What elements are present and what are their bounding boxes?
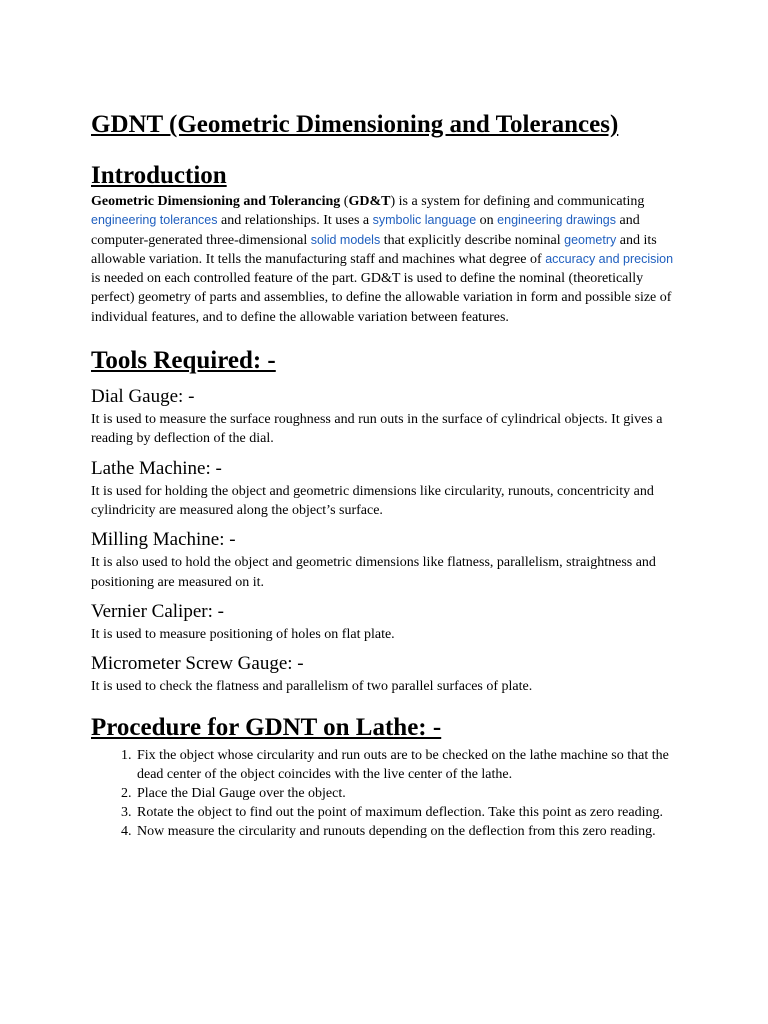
procedure-step: 3. Rotate the object to find out the point of maximum deflection. Take this point as zero reading. [135, 803, 681, 822]
intro-text-3: on [476, 213, 498, 229]
tool-description: It is also used to hold the object and geometric dimensions like flatness, parallelism, straightness and positioning are measured on it. [91, 555, 656, 590]
tool-description: It is used to check the flatness and parallelism of two parallel surfaces of plate. [91, 679, 533, 695]
link-solid-models[interactable]: solid models [310, 232, 381, 247]
procedure-step: 4. Now measure the circularity and runouts depending on the deflection from this zero reading. [135, 822, 681, 841]
tool-lathe-machine [91, 457, 681, 521]
link-engineering-drawings[interactable]: engineering drawings [497, 213, 617, 228]
procedure-step: 2. Place the Dial Gauge over the object. [135, 784, 681, 803]
tool-micrometer-screw-gauge [91, 652, 681, 696]
procedure-steps [91, 746, 681, 841]
tools-heading: Tools Required: - [91, 347, 276, 375]
intro-text-6: and its allowable variation. It tells the manufacturing staff and machines what degree of [91, 232, 657, 267]
tool-name: Dial Gauge: - [91, 386, 195, 408]
intro-text-5: that explicitly describe nominal [380, 232, 565, 248]
introduction-paragraph: Geometric Dimensioning and Tolerancing (GD&T) is a system for defining and communicating engineering tolerances and relationships. It uses a symbolic language on engineering drawings and computer-generated three-dimensional solid models that explicitly describe nominal geometry and its allowable variation. It tells the manufacturing staff and machines what degree of accuracy and precision is needed on each controlled feature of the part. GD&T is used to define the nominal (theoretically perfect) geometry of parts and assemblies, to define the allowable variation in form and possible size of individual features, and to define the allowable variation between features. [91, 194, 674, 325]
tool-vernier-caliper [91, 600, 681, 644]
link-accuracy-and-precision[interactable]: accuracy and precision [545, 251, 674, 266]
tool-dial-gauge [91, 385, 681, 449]
intro-text-1: is a system for defining and communicating [395, 194, 645, 209]
tool-milling-machine [91, 528, 681, 592]
intro-text-4: and computer-generated three-dimensional [91, 213, 640, 248]
introduction-heading: Introduction [91, 162, 227, 189]
link-geometry[interactable]: geometry [564, 232, 617, 247]
tool-name: Micrometer Screw Gauge: - [91, 653, 304, 675]
tool-name: Vernier Caliper: - [91, 600, 224, 622]
tool-description: It is used to measure positioning of holes on flat plate. [91, 626, 395, 642]
tool-name: Milling Machine: - [91, 529, 236, 551]
link-symbolic-language[interactable]: symbolic language [372, 213, 477, 228]
tool-description: It is used to measure the surface roughness and run outs in the surface of cylindrical objects. It gives a reading by deflection of the dial. [91, 412, 663, 447]
intro-text-7: is needed on each controlled feature of the part. GD&T is used to define the nominal (theoretically perfect) geometry of parts and assemblies, to define the allowable variation in form and possible size of individual features, and to define the allowable variation between features. [91, 271, 672, 325]
document-body [91, 108, 681, 841]
tool-description: It is used for holding the object and geometric dimensions like circularity, runouts, concentricity and cylindricity are measured along the object’s surface. [91, 483, 654, 518]
intro-text-2: and relationships. It uses a [217, 213, 373, 229]
procedure-step: 1. Fix the object whose circularity and run outs are to be checked on the lathe machine so that the dead center of the object coincides with the live center of the lathe. [135, 746, 681, 784]
link-engineering-tolerances[interactable]: engineering tolerances [91, 213, 218, 228]
gdt-term: Geometric Dimensioning and Tolerancing [91, 194, 341, 209]
procedure-heading: Procedure for GDNT on Lathe: - [91, 714, 442, 742]
document-title: GDNT (Geometric Dimensioning and Tolerances) [91, 111, 619, 138]
tool-name: Lathe Machine: - [91, 457, 222, 479]
gdt-abbr: GD&T [348, 194, 391, 209]
